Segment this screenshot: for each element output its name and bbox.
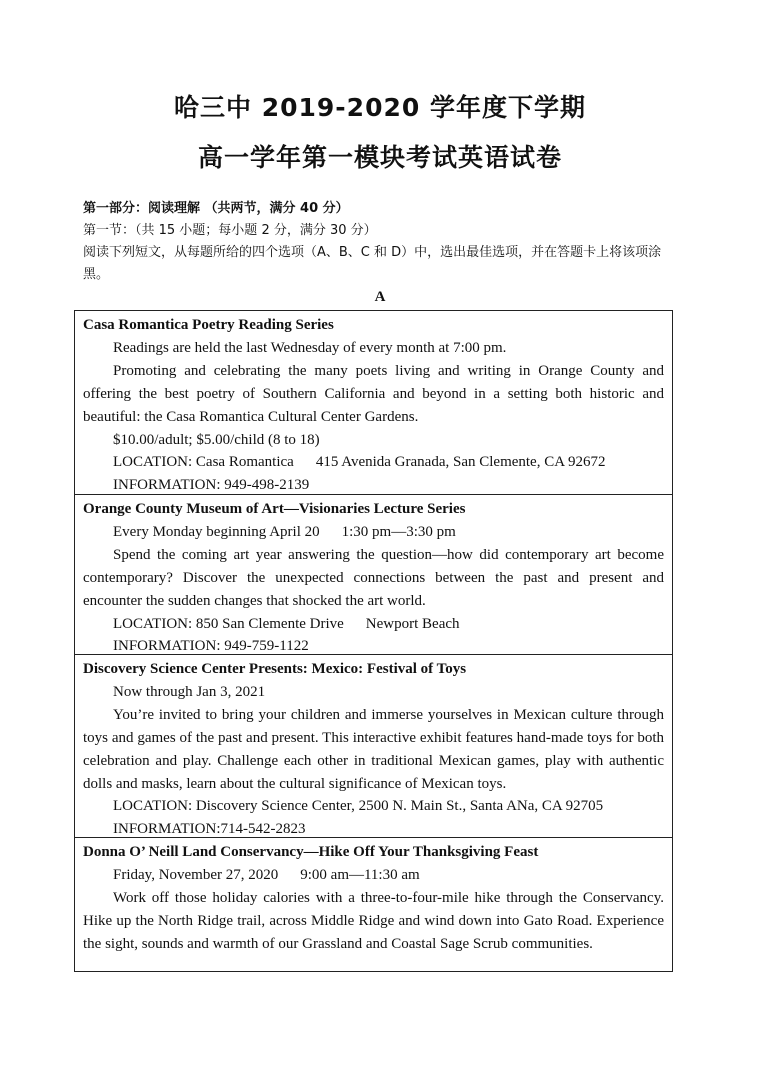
event-location-address: LOCATION: 850 San Clemente Drive bbox=[113, 615, 344, 632]
event-title: Casa Romantica Poetry Reading Series bbox=[83, 317, 334, 333]
event-location bbox=[83, 451, 664, 474]
event-time bbox=[83, 521, 664, 544]
event-location-name: LOCATION: Casa Romantica bbox=[113, 454, 294, 471]
exam-title-line2: 高一学年第一模块考试英语试卷 bbox=[197, 143, 562, 172]
instructions: 阅读下列短文，从每题所给的四个选项（A、B、C 和 D）中，选出最佳选项，并在答题卡上将该项涂黑。 bbox=[83, 245, 662, 282]
event-location: LOCATION: Discovery Science Center, 2500 N. Main St., Santa ANa, CA 92705 bbox=[113, 798, 604, 815]
event-date: Friday, November 27, 2020 bbox=[113, 866, 279, 883]
event-time bbox=[83, 864, 664, 887]
event-description: You’re invited to bring your children and immerse yourselves in Mexican culture through toys and games of the past and present. This interactive exhibit features hand-made toys for both celebration and play. Challenge each other in traditional Mexican games, play with authentic dolls and masks, learn about the cultural significance of Mexican toys. bbox=[83, 706, 664, 792]
event-information: INFORMATION:714-542-2823 bbox=[113, 821, 306, 838]
events-table bbox=[74, 310, 673, 972]
event-title: Orange County Museum of Art—Visionaries Lecture Series bbox=[83, 501, 466, 517]
event-date: Every Monday beginning April 20 bbox=[113, 523, 320, 540]
event-cell-discovery-science bbox=[75, 654, 672, 837]
part-heading: 第一部分：阅读理解 （共两节，满分 40 分） bbox=[83, 201, 349, 216]
event-cell-ocma bbox=[75, 494, 672, 654]
event-hours: 1:30 pm—3:30 pm bbox=[341, 523, 456, 540]
event-description: Promoting and celebrating the many poets living and writing in Orange County and offering the best poetry of Southern California and beyond in a setting both historic and beautiful: the Casa Romantica Cultural Center Gardens. bbox=[83, 362, 664, 425]
event-information: INFORMATION: 949-759-1122 bbox=[113, 638, 309, 655]
event-cell-casa-romantica bbox=[75, 311, 672, 494]
event-location-address: 415 Avenida Granada, San Clemente, CA 92672 bbox=[315, 454, 606, 471]
section-subheading: 第一节：（共 15 小题；每小题 2 分，满分 30 分） bbox=[83, 223, 377, 238]
passage-label: A bbox=[374, 289, 386, 305]
event-time: Now through Jan 3, 2021 bbox=[113, 683, 266, 700]
event-time: Readings are held the last Wednesday of every month at 7:00 pm. bbox=[113, 339, 507, 356]
event-price: $10.00/adult; $5.00/child (8 to 18) bbox=[113, 431, 320, 448]
event-description: Work off those holiday calories with a three-to-four-mile hike through the Conservancy. Hike up the North Ridge trail, across Middle Ridge and wind down into Gato Road. Experience the sight, sounds and warmth of our Grassland and Coastal Sage Scrub communities. bbox=[83, 889, 664, 952]
event-hours: 9:00 am—11:30 am bbox=[300, 866, 420, 883]
event-title: Discovery Science Center Presents: Mexico: Festival of Toys bbox=[83, 661, 467, 677]
event-cell-donna-oneill bbox=[75, 837, 672, 971]
exam-title-line1: 哈三中 2019-2020 学年度下学期 bbox=[174, 93, 586, 122]
event-information: INFORMATION: 949-498-2139 bbox=[113, 477, 310, 494]
event-title: Donna O’ Neill Land Conservancy—Hike Off Your Thanksgiving Feast bbox=[83, 844, 539, 860]
event-location bbox=[83, 613, 664, 636]
event-description: Spend the coming art year answering the question—how did contemporary art become contemporary? Discover the unexpected connections between the past and present and encounter the sudden changes that shocked the art world. bbox=[83, 546, 664, 609]
event-location-city: Newport Beach bbox=[365, 615, 460, 632]
